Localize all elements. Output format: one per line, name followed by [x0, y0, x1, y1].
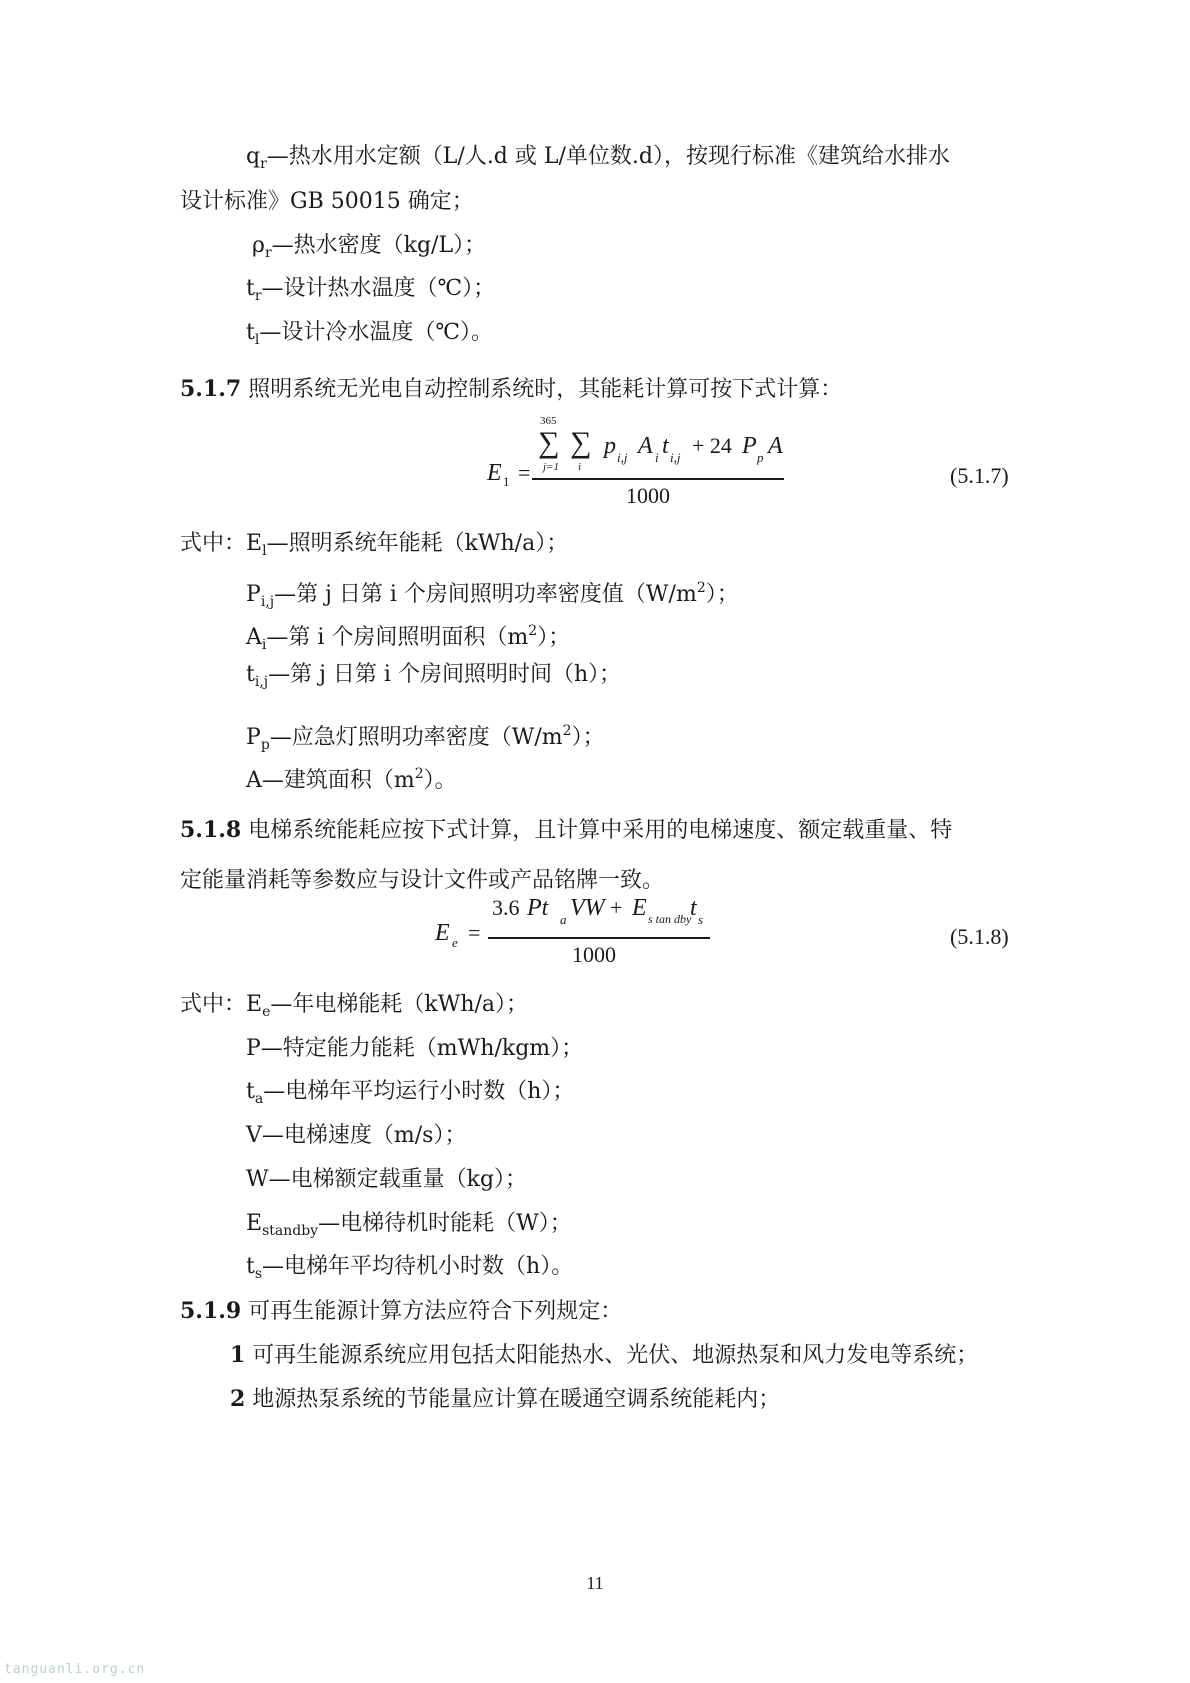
item-number: 2 — [230, 1386, 246, 1412]
eq-plus: + — [610, 895, 623, 920]
eq-vw: VW — [570, 895, 605, 921]
symbol: P — [246, 725, 261, 750]
subscript: e — [262, 1004, 271, 1020]
superscript: 2 — [562, 723, 572, 739]
eq-pt: Pt — [527, 895, 549, 921]
eq-a-sub: i — [655, 450, 659, 465]
eq-p: p — [604, 433, 616, 459]
subscript: s — [254, 1266, 263, 1282]
clause-text: 电梯系统能耗应按下式计算，且计算中采用的电梯速度、额定载重量、特 — [241, 818, 953, 843]
eq-ts-sub: s — [698, 912, 704, 927]
def-ai — [246, 616, 570, 660]
def-rho — [252, 231, 486, 268]
list-item-2 — [230, 1384, 780, 1415]
subscript: l — [262, 543, 267, 559]
where-label: 式中： — [180, 531, 247, 556]
definition-tail: ）； — [705, 582, 739, 607]
sigma-j: ∑ — [538, 426, 560, 459]
def-qr-line2: 设计标准》GB 50015 确定； — [180, 189, 474, 214]
subscript: i — [261, 637, 267, 653]
page-number: 11 — [586, 1573, 604, 1593]
clause-text: 可再生能源计算方法应符合下列规定： — [241, 1299, 623, 1324]
subscript: r — [254, 288, 262, 304]
superscript: 2 — [414, 766, 424, 782]
definition-text: —设计热水温度（℃）； — [261, 276, 496, 301]
subscript: r — [264, 245, 272, 261]
eq-equals: = — [468, 920, 481, 945]
symbol: E — [246, 531, 263, 556]
clause-number: 5.1.9 — [180, 1298, 242, 1324]
symbol: ρ — [252, 233, 265, 258]
symbol: P — [246, 582, 261, 607]
equation-number: (5.1.8) — [950, 924, 1009, 949]
subscript: p — [260, 737, 270, 753]
eq-a: A — [638, 433, 653, 459]
definition-text: —照明系统年能耗（kWh/a）； — [266, 531, 569, 556]
eq-pp-sub: p — [757, 450, 764, 465]
def-e1 — [180, 529, 568, 566]
sigma-i: ∑ — [570, 426, 592, 459]
def-p: P—特定能力能耗（mWh/kgm）； — [246, 1036, 584, 1061]
definition-text: —年电梯能耗（kWh/a）； — [270, 992, 529, 1017]
definition-tail: ）； — [571, 725, 605, 750]
definition-tail: ）； — [537, 625, 571, 650]
definition-text: —热水密度（kg/L）； — [271, 233, 487, 258]
def-w: W—电梯额定载重量（kg）； — [246, 1167, 528, 1192]
definition-text: —热水用水定额（L/人.d 或 L/单位数.d），按现行标准《建筑给水排水 — [266, 144, 950, 169]
def-pp — [246, 716, 605, 760]
item-text: 地源热泵系统的节能量应计算在暖通空调系统能耗内； — [245, 1387, 781, 1412]
definition-text: —电梯年平均待机小时数（h）。 — [262, 1254, 574, 1279]
clause-number: 5.1.8 — [180, 817, 242, 843]
eq-coefficient: 3.6 — [492, 895, 520, 920]
definition-text: A—建筑面积（m — [246, 768, 415, 793]
symbol: t — [246, 662, 255, 687]
fraction-bar — [532, 478, 784, 480]
eq-p-sub: i,j — [617, 450, 628, 465]
eq-lhs-sub: 1 — [503, 474, 510, 489]
equation-number: (5.1.7) — [950, 463, 1009, 488]
eq-equals: = — [518, 460, 531, 485]
clause-number: 5.1.7 — [180, 376, 242, 402]
clause-5-1-7 — [180, 374, 842, 405]
def-v: V—电梯速度（m/s）； — [246, 1123, 467, 1148]
def-ee — [180, 990, 528, 1027]
symbol: t — [246, 1254, 255, 1279]
definition-text: —设计冷水温度（℃）。 — [259, 320, 493, 345]
def-pij — [246, 573, 739, 617]
definition-text: —电梯年平均运行小时数（h）； — [263, 1079, 575, 1104]
list-item-1 — [230, 1340, 978, 1371]
symbol: A — [246, 625, 262, 650]
eq-pt-sub: a — [560, 912, 567, 927]
clause-5-1-8-line2: 定能量消耗等参数应与设计文件或产品铭牌一致。 — [180, 868, 665, 893]
eq-plus-24: + 24 — [692, 433, 732, 458]
fraction-bar — [488, 937, 710, 939]
superscript: 2 — [528, 623, 538, 639]
definition-tail: ）。 — [423, 768, 457, 793]
symbol: E — [246, 1211, 263, 1236]
symbol: E — [246, 992, 263, 1017]
definition-text: —第 j 日第 i 个房间照明时间（h）； — [268, 662, 622, 687]
subscript: i,j — [260, 594, 275, 610]
def-tl — [246, 318, 493, 355]
def-tr — [246, 274, 495, 311]
definition-text: —第 j 日第 i 个房间照明功率密度值（W/m — [274, 582, 697, 607]
item-text: 可再生能源系统应用包括太阳能热水、光伏、地源热泵和风力发电等系统； — [245, 1343, 979, 1368]
definition-text: —应急灯照明功率密度（W/m — [269, 725, 563, 750]
def-a — [246, 759, 457, 796]
clause-5-1-9 — [180, 1296, 622, 1327]
subscript: l — [254, 332, 260, 348]
symbol: t — [246, 1079, 255, 1104]
clause-text: 照明系统无光电自动控制系统时，其能耗计算可按下式计算： — [241, 377, 843, 402]
symbol: t — [246, 320, 255, 345]
sum-lower-i: i — [578, 461, 582, 473]
sum-upper: 365 — [540, 415, 557, 427]
def-tij — [246, 660, 621, 697]
def-qr-line1 — [246, 142, 950, 179]
symbol: t — [246, 276, 255, 301]
sum-lower-j: j=1 — [543, 461, 559, 473]
superscript: 2 — [696, 580, 706, 596]
symbol: q — [246, 144, 261, 169]
clause-5-1-8-line1 — [180, 815, 952, 846]
subscript: a — [254, 1091, 264, 1107]
where-label: 式中： — [180, 992, 247, 1017]
def-ts — [246, 1252, 573, 1289]
definition-text: —电梯待机时能耗（W）； — [318, 1211, 572, 1236]
subscript: i,j — [254, 674, 269, 690]
eq-lhs-sub: e — [452, 935, 458, 950]
eq-ts: t — [690, 895, 697, 921]
subscript: standby — [262, 1223, 319, 1239]
eq-t: t — [662, 433, 669, 459]
eq-es-sub: s tan dby — [648, 912, 692, 926]
eq-es: E — [632, 895, 647, 921]
eq-lhs: E — [435, 920, 450, 946]
eq-denominator: 1000 — [626, 483, 670, 508]
eq-denominator: 1000 — [572, 942, 616, 967]
def-estandby — [246, 1209, 572, 1246]
eq-pp: P — [742, 433, 757, 459]
item-number: 1 — [230, 1342, 246, 1368]
def-ta — [246, 1077, 574, 1114]
eq-area: A — [768, 433, 783, 459]
eq-t-sub: i,j — [670, 450, 681, 465]
subscript: r — [260, 156, 267, 172]
eq-lhs: E — [487, 460, 502, 486]
definition-text: —第 i 个房间照明面积（m — [266, 625, 529, 650]
watermark: tanguanli.org.cn — [4, 1662, 146, 1677]
